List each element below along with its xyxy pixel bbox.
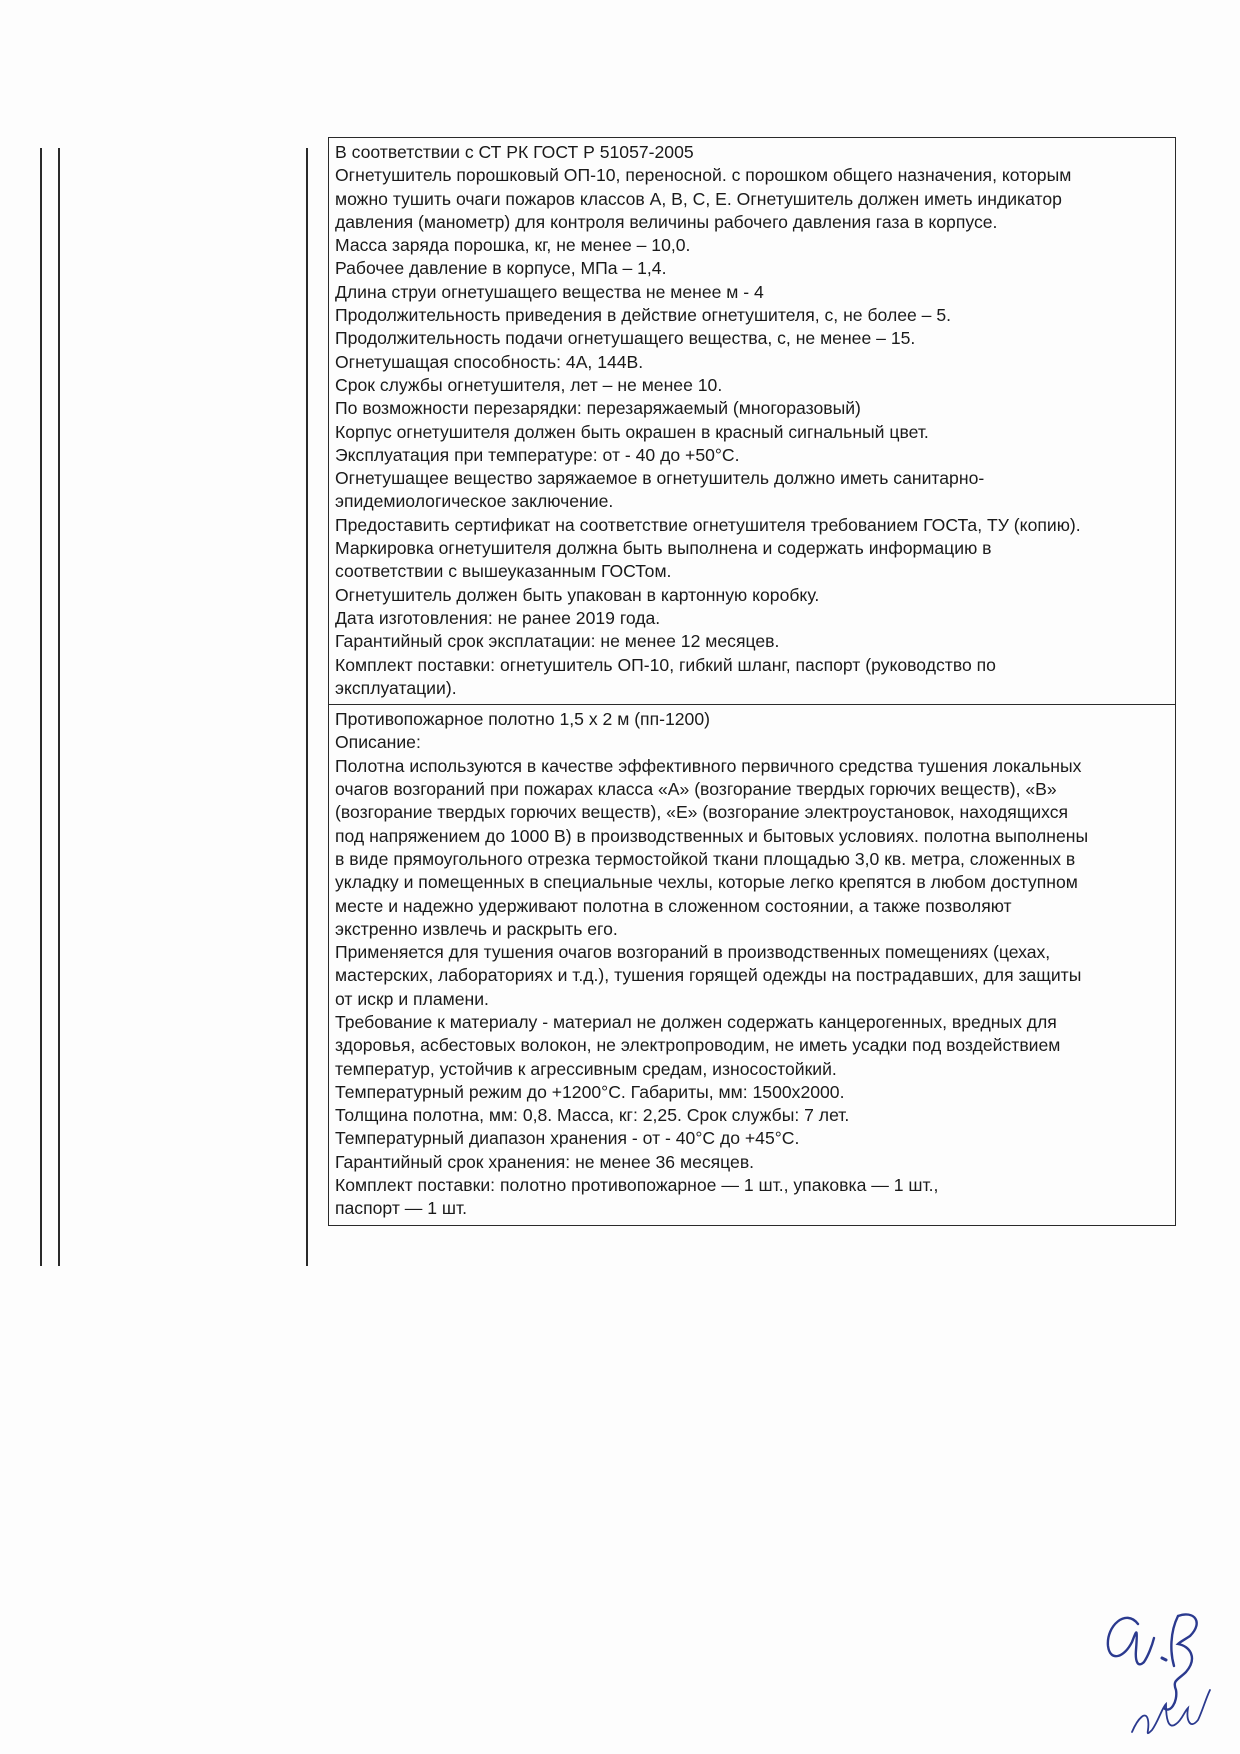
spec-line: Гарантийный срок эксплатации: не менее 12 месяцев. <box>335 631 780 652</box>
spec-line: Предоставить сертификат на соответствие огнетушителя требованием ГОСТа, ТУ (копию). <box>335 514 1081 535</box>
spec-line: Толщина полотна, мм: 0,8. Масса, кг: 2,25. Срок службы: 7 лет. <box>335 1105 850 1126</box>
table-border-left-inner <box>58 148 60 1266</box>
spec-line: Масса заряда порошка, кг, не менее – 10,0. <box>335 235 691 256</box>
spec-line: Применяется для тушения очагов возгораний в производственных помещениях (цехах, <box>335 942 1051 963</box>
spec-line: Гарантийный срок хранения: не менее 36 месяцев. <box>335 1151 755 1172</box>
handwritten-signature <box>1086 1580 1226 1745</box>
spec-line: под напряжением до 1000 В) в производственных и бытовых условиях. полотна выполнены <box>335 825 1089 846</box>
spec-line: эксплуатации). <box>335 677 457 698</box>
spec-line: Комплект поставки: огнетушитель ОП-10, гибкий шланг, паспорт (руководство по <box>335 654 996 675</box>
spec-line: Огнетушитель порошковый ОП-10, переносной. с порошком общего назначения, которым <box>335 165 1072 186</box>
spec-line: Огнетушитель должен быть упакован в картонную коробку. <box>335 584 820 605</box>
spec-line: Корпус огнетушителя должен быть окрашен в красный сигнальный цвет. <box>335 421 929 442</box>
spec-line: Дата изготовления: не ранее 2019 года. <box>335 607 661 628</box>
spec-line: Маркировка огнетушителя должна быть выполнена и содержать информацию в <box>335 538 992 559</box>
spec-line: очагов возгораний при пожарах класса «А» (возгорание твердых горючих веществ), «В» <box>335 779 1057 800</box>
spec-line: Огнетушащая способность: 4А, 144В. <box>335 351 644 372</box>
spec-line: экстренно извлечь и раскрыть его. <box>335 918 618 939</box>
spec-line: Требование к материалу - материал не должен содержать канцерогенных, вредных для <box>335 1011 1057 1032</box>
spec-line: Температурный диапазон хранения - от - 40°С до +45°С. <box>335 1128 800 1149</box>
spec-line: можно тушить очаги пожаров классов А, В, С, Е. Огнетушитель должен иметь индикатор <box>335 188 1062 209</box>
spec-line: Срок службы огнетушителя, лет – не менее 10. <box>335 374 723 395</box>
specification-table <box>328 137 1176 1226</box>
spec-line: давления (манометр) для контроля величины рабочего давления газа в корпусе. <box>335 211 998 232</box>
spec-line: По возможности перезарядки: перезаряжаемый (многоразовый) <box>335 398 861 419</box>
table-column-divider <box>306 148 308 1266</box>
spec-line: Полотна используются в качестве эффективного первичного средства тушения локальных <box>335 755 1082 776</box>
spec-line: Огнетушащее вещество заряжаемое в огнетушитель должно иметь санитарно- <box>335 468 985 489</box>
spec-line: Противопожарное полотно 1,5 х 2 м (пп-1200) <box>335 709 710 730</box>
spec-line: Комплект поставки: полотно противопожарное — 1 шт., упаковка — 1 шт., <box>335 1175 939 1196</box>
spec-line: В соответствии с СТ РК ГОСТ Р 51057-2005 <box>335 142 694 162</box>
spec-line: Рабочее давление в корпусе, МПа – 1,4. <box>335 258 667 279</box>
spec-line: (возгорание твердых горючих веществ), «Е» (возгорание электроустановок, находящихся <box>335 802 1069 823</box>
spec-line: температур, устойчив к агрессивным средам, износостойкий. <box>335 1058 837 1079</box>
spec-line: соответствии с вышеуказанным ГОСТом. <box>335 561 672 582</box>
spec-line: мастерских, лабораториях и т.д.), тушения горящей одежды на пострадавших, для защиты <box>335 965 1082 986</box>
spec-line: Продолжительность подачи огнетушащего вещества, с, не менее – 15. <box>335 328 916 349</box>
fire-blanket-spec-cell <box>329 704 1175 1225</box>
spec-line: в виде прямоугольного отрезка термостойкой ткани площадью 3,0 кв. метра, сложенных в <box>335 848 1076 869</box>
spec-line: Продолжительность приведения в действие огнетушителя, с, не более – 5. <box>335 305 952 326</box>
extinguisher-spec-cell <box>329 138 1175 704</box>
spec-line: от искр и пламени. <box>335 988 489 1009</box>
table-border-left-outer <box>40 148 42 1266</box>
spec-line: укладку и помещенных в специальные чехлы, которые легко крепятся в любом доступном <box>335 872 1078 893</box>
spec-line: Описание: <box>335 732 421 753</box>
spec-line: эпидемиологическое заключение. <box>335 491 614 512</box>
spec-line: месте и надежно удерживают полотна в сложенном состоянии, а также позволяют <box>335 895 1012 916</box>
spec-line: Температурный режим до +1200°С. Габариты, мм: 1500х2000. <box>335 1081 845 1102</box>
spec-line: паспорт — 1 шт. <box>335 1198 468 1219</box>
spec-line: Длина струи огнетушащего вещества не менее м - 4 <box>335 281 764 302</box>
spec-line: здоровья, асбестовых волокон, не электропроводим, не иметь усадки под воздействием <box>335 1035 1061 1056</box>
spec-line: Эксплуатация при температуре: от - 40 до +50°С. <box>335 444 740 465</box>
